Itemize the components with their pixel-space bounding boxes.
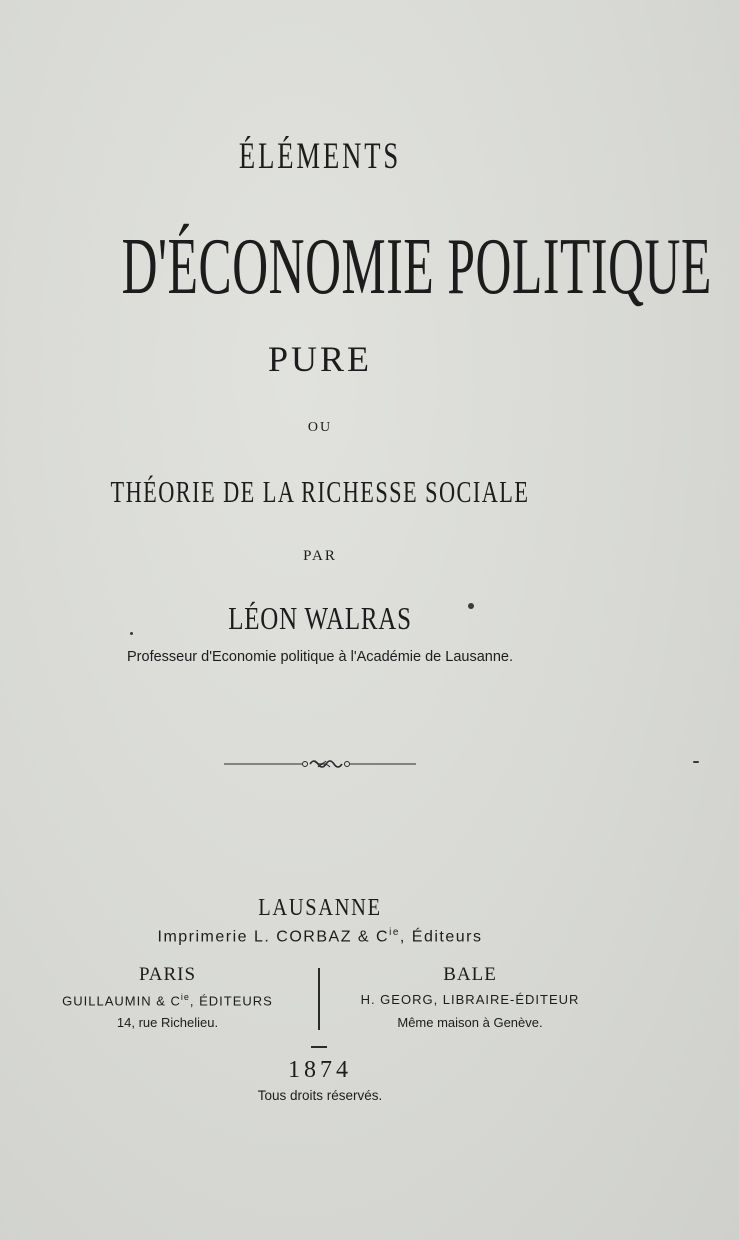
printer-line: [0, 927, 640, 946]
title-line-ou: OU: [307, 420, 333, 435]
right-city: BALE: [443, 964, 497, 985]
printer-prefix: Imprimerie L. CORBAZ & C: [157, 928, 390, 946]
left-city: PARIS: [138, 964, 197, 985]
printer-suffix: , Éditeurs: [399, 928, 483, 946]
left-publisher-sup: ie: [180, 992, 190, 1002]
ink-speck: [693, 761, 699, 763]
left-publisher: [30, 992, 305, 1008]
ink-speck: [468, 603, 474, 609]
small-rule: [311, 1046, 327, 1048]
right-address: Même maison à Genève.: [397, 1015, 543, 1030]
left-publisher-suffix: , ÉDITEURS: [189, 993, 273, 1009]
left-address: 14, rue Richelieu.: [116, 1015, 219, 1030]
publication-year: 1874: [288, 1057, 352, 1083]
author-title: Professeur d'Economie politique à l'Académie de Lausanne.: [127, 649, 513, 665]
left-publisher-prefix: GUILLAUMIN & C: [62, 993, 181, 1009]
author-name: LÉON WALRAS: [228, 600, 412, 636]
printer-sup: ie: [389, 927, 400, 938]
imprint-city: LAUSANNE: [258, 895, 382, 921]
title-line-pure: PURE: [267, 339, 373, 379]
subtitle: THÉORIE DE LA RICHESSE SOCIALE: [110, 474, 530, 509]
ink-speck: [130, 632, 133, 635]
title-line-elements: ÉLÉMENTS: [238, 136, 402, 177]
column-divider: [318, 968, 320, 1030]
by-line: PAR: [303, 548, 337, 564]
rights-notice: Tous droits réservés.: [257, 1088, 383, 1103]
ornament-divider: [224, 756, 416, 772]
right-publisher: H. GEORG, LIBRAIRE-ÉDITEUR: [360, 992, 580, 1007]
title-line-main: D'ÉCONOMIE POLITIQUE: [121, 223, 712, 311]
